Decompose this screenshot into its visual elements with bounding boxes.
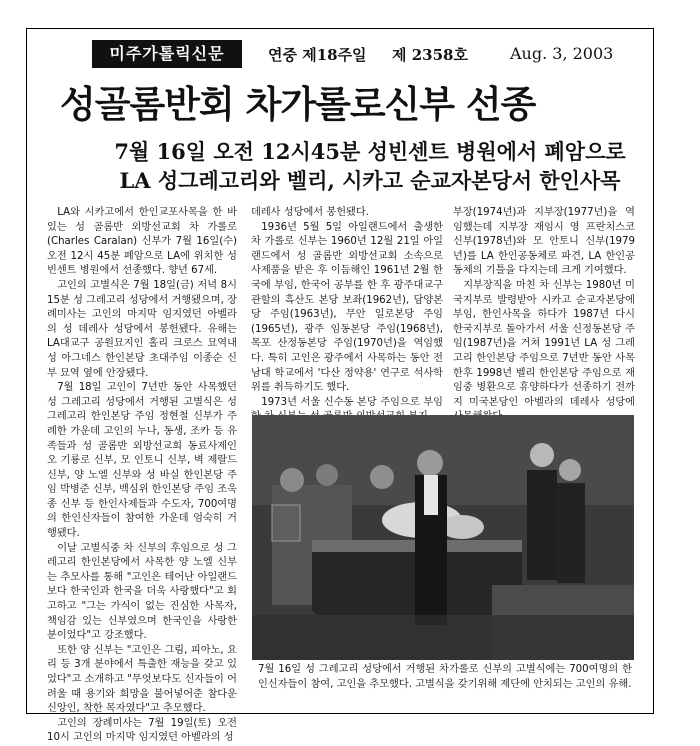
funeral-photo bbox=[252, 415, 634, 660]
masthead bbox=[92, 40, 647, 74]
liturgical-week: 연중 제18주일 bbox=[268, 46, 367, 64]
article-column-1 bbox=[47, 206, 237, 744]
newspaper-name: 미주가톨릭신문 bbox=[92, 40, 242, 68]
issue-number: 제 2358호 bbox=[392, 46, 468, 64]
paragraph: 데레사 성당에서 봉헌됐다. bbox=[251, 207, 369, 218]
photo-caption: 7월 16일 성 그레고리 성당에서 거행된 차가롤로 신부의 고별식에는 700여명의 한인신자들이 참여, 고인을 추모했다. 고별식을 갖기위해 제단에 안치되는 고인의 유해. bbox=[258, 664, 632, 690]
paragraph: 이날 고별식중 차 신부의 후임으로 성 그레고리 한인본당에서 사목한 양 노엘 신부는 추모사를 통해 "고인은 테어난 아일랜드보다 한국인과 한국을 더욱 사랑했다"고 회고하고 "그는 가식이 없는 진심한 사목자, 책임감 있는 신부였으며 한국인을 사랑한 분이었다"고 강조했다. bbox=[47, 542, 237, 642]
subheadline-1: 7월 16일 오전 12시45분 성빈센트 병원에서 폐암으로 bbox=[114, 139, 626, 164]
article-column-3 bbox=[453, 206, 635, 416]
paragraph: 1973년 서울 신수동 본당 주임으로 부임 bbox=[261, 396, 443, 408]
paragraph: 7월 18일 고인이 7년반 동안 사목했던 성 그레고리 성당에서 거행된 고별식은 성 그레고리 한인본당 주임 정현철 신부가 주례한 가운데 고인의 누나, 동생, 조카 등 유족들과 성 골롬반 외방선교회 동료사제인 오 기룡로 신부, 모 인토니 신부, 벽 제랄드 신부, 양 노엘 신부와 성 바실 한인본당 주임 박병준 신부, 백심위 한인본당 주임 조욱종 신부 등 한인사제들과 수도자, 700여명의 한인신자들이 참여한 가운데 엄숙히 거행됐다. bbox=[47, 382, 237, 540]
paragraph: 고인의 고별식은 7월 18일(금) 저녁 8시 15분 성 그레고리 성당에서 거행됐으며, 장례미사는 고인의 마지막 임지였던 아벨라의 성 데레사 성당에서 봉헌됐다. 유해는 LA대교구 공원묘지인 홀리 크로스 묘역내 성 아그네스 한인본당 초대주임 이종순 신부 묘역 옆에 안장됐다. bbox=[47, 279, 237, 379]
paragraph: 지부장직을 마친 차 신부는 1980년 미국지부로 발령받아 시카고 순교자본당에 부임, 한인사목을 하다가 1987년 다시 한국지부로 돌아가서 서울 신정동본당 주임(1987년)을 거쳐 1991년 LA 성 그레고리 한인본당 주임으로 7년반 동안 사목한후 1998년 벨리 한인본당 주임으로 재임중 병환으로 휴양하다가 선종하기 전까지 미국본당인 아벨라의 데레사 성당에 bbox=[453, 279, 635, 408]
paragraph: LA와 시카고에서 한인교포사목을 한 바 있는 성 골롬반 외방선교회 차 가롤로(Charles Caralan) 신부가 7월 16일(수) 오전 12시 45분 폐암으로 LA에 위치한 성 빈센트 병원에서 선종했다. 향년 67세. bbox=[47, 207, 237, 277]
paragraph: 부장(1974년)과 지부장(1977년)을 역임했는데 지부장 재임시 영 프란치스코 신부(1978년)와 모 안토니 신부(1979년)를 LA 한인공동체로 파견, LA 한인공동체의 기틀을 다지는데 크게 기여했다. bbox=[453, 207, 635, 277]
article-headline: 성골롬반회 차가롤로신부 선종 bbox=[60, 83, 536, 126]
article-column-2 bbox=[251, 206, 443, 416]
paragraph: 또한 양 신부는 "고인은 그림, 피아노, 요리 등 3개 분야에서 특출한 재능을 갖고 있었다"고 소개하고 "무엇보다도 신자들이 어려울 때 용기와 희망을 불어넣어준 참다운 신앙인, 착한 목자였다"고 추모했다. bbox=[47, 644, 237, 715]
paragraph: 고인의 장례미사는 7월 19일(토) 오전 10시 고인의 마지막 임지였던 아벨라의 성 bbox=[47, 717, 237, 744]
paragraph: 1936년 5월 5일 아일랜드에서 출생한 차 가롤로 신부는 1960년 12월 21일 아일랜드에서 성 골롬반 외방선교회 소속으로 사제품을 받은 후 이듬해인 1961년 2월 한국에 부임, 한국어 공부를 한 후 광주대교구 관할의 흑산도 본당 보좌(1962년), 담양본당 주임(1963년), 무안 일로본당 주임(1965년), 광주 임동본당 주임(1968년), 목포 산정동본당 주임(1970년)을 역임했다. 특히 고인은 광주에서 사목하는 동안 전남대 학교에서 '다산 정약용' 연구로 석사학위를 취득하기도 했다. bbox=[251, 221, 443, 394]
funeral-photo-illustration bbox=[252, 415, 634, 660]
subheadline-2: LA 성그레고리와 벨리, 시카고 순교자본당서 한인사목 bbox=[119, 168, 621, 193]
issue-date: Aug. 3, 2003 bbox=[510, 44, 614, 63]
